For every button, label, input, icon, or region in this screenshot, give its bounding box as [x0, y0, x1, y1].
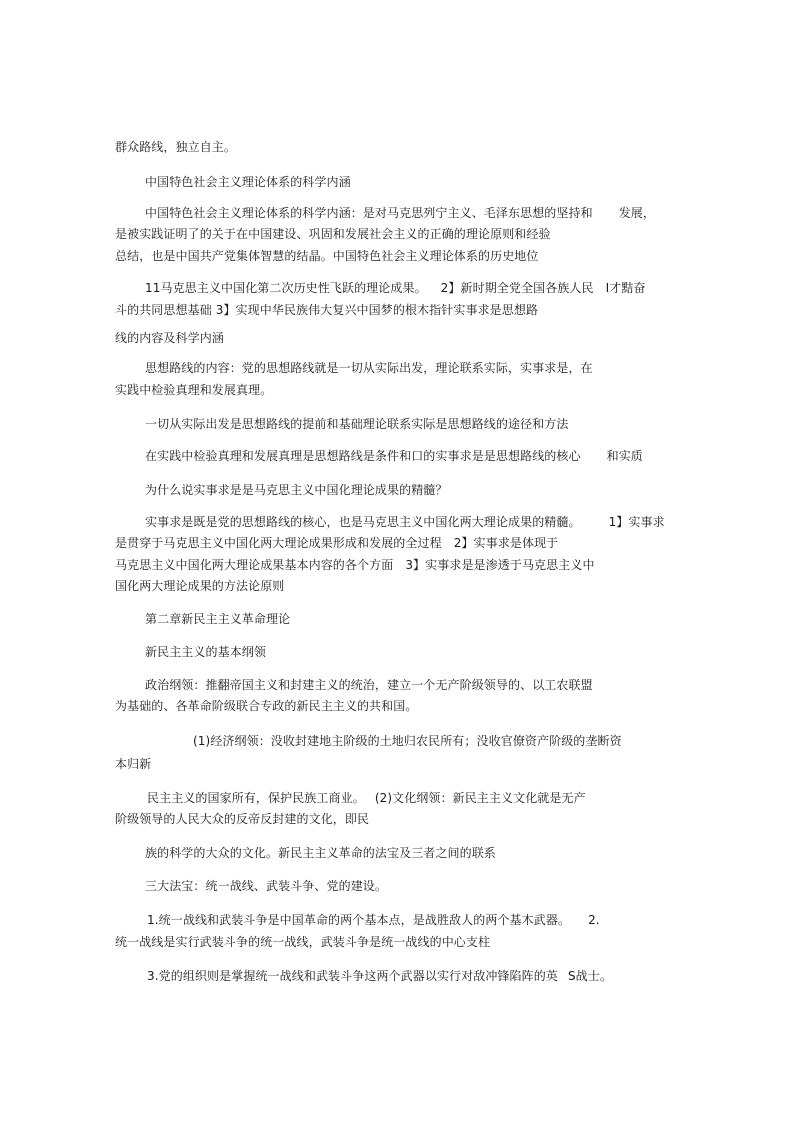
text-line: 总结，也是中国共产党集体智慧的结晶。中国特色社会主义理论体系的历史地位	[115, 249, 539, 263]
text-segment: 2】实事求是体现于	[453, 536, 559, 550]
text-line: 国化两大理论成果的方法论原则	[115, 579, 285, 593]
text-line: 阶级领导的人民大众的反帝反封建的文化，即民	[115, 812, 370, 826]
text-line	[145, 280, 646, 296]
text-segment: 3】实事求是是渗透于马克思主义中	[405, 558, 595, 572]
text-segment: 民主主义的国家所有，保护民族工商业。	[147, 791, 365, 805]
text-line: 三大法宝：统一战线、武装斗争、党的建设。	[145, 879, 388, 893]
text-line: 一切从实际出发是思想路线的提前和基础理论联系实际是思想路线的途径和方法	[145, 417, 569, 431]
text-line	[147, 912, 600, 928]
text-segment: 1.统一战线和武装斗争是中国革命的两个基本点，是战胜敌人的两个基木武器。	[147, 913, 571, 927]
text-line: 族的科学的大众的文化。新民主主义革命的法宝及三者之间的联系	[145, 846, 496, 860]
text-segment: 实事求是既是党的思想路线的核心，也是马克思主义中国化两大理论成果的精髓。	[145, 515, 581, 529]
text-line: 政治纲领：推翻帝国主义和封建主义的统治，建立一个无产阶级领导的、以工农联盟	[145, 678, 593, 692]
section-heading: 中国特色社会主义理论体系的科学内涵	[145, 175, 351, 189]
text-line: 群众路线，独立自主。	[115, 140, 237, 154]
text-line: 思想路线的内容：党的思想路线就是一切从实际出发，理论联系实际，实事求是，在	[145, 361, 593, 375]
text-segment: 3.党的组织则是掌握统一战线和武装斗争这两个武器以实行对敌冲锋陷阵的英	[147, 969, 558, 983]
text-segment: 中国特色社会主义理论体系的科学内涵：是对马克思列宁主义、毛泽东思想的坚持和	[145, 206, 593, 220]
text-segment: I才黠奋	[605, 281, 646, 295]
text-line	[147, 968, 612, 984]
text-segment: 1】实事求	[608, 515, 665, 529]
section-heading: 新民主主义的基本纲领	[145, 645, 267, 659]
text-line	[115, 535, 558, 551]
text-segment: 在实践中检验真理和发展真理是思想路线是条件和口的实事求是是思想路线的核心	[145, 449, 581, 463]
text-segment: 是贯穿于马克思主义中国化两大理论成果形成和发展的全过程	[115, 536, 442, 550]
text-line: 统一战线是实行武装斗争的统一战线，武装斗争是统一战线的中心支柱	[115, 935, 491, 949]
text-segment: 11马克思主义中国化第二次历史性飞跃的理论成果。	[145, 281, 427, 295]
text-segment: 2.	[588, 913, 600, 927]
text-line	[145, 205, 655, 221]
text-line: 是被实践证明了的关于在中国建设、巩固和发展社会主义的正确的理论原则和经验	[115, 227, 551, 241]
text-segment: 马克思主义中国化两大理论成果基本内容的各个方面	[115, 558, 394, 572]
section-heading: 线的内容及科学内涵	[115, 331, 224, 345]
text-line	[145, 448, 643, 464]
text-segment: S战士。	[567, 969, 612, 983]
text-line: 斗的共同思想基础 3】实现中华民族伟大复兴中国梦的根木指针实事求是思想路	[115, 303, 539, 317]
section-heading: 为什么说实事求是是马克思主义中国化理论成果的精髓？	[145, 483, 448, 497]
chapter-title: 第二章新民主主义革命理论	[145, 612, 291, 626]
text-line	[145, 514, 665, 530]
text-segment: 2】新时期全党全国各族人民	[440, 281, 594, 295]
text-line: 实践中检验真理和发展真理。	[115, 383, 273, 397]
text-line: 本归新	[115, 757, 152, 771]
text-line: 为基础的、各革命阶级联合专政的新民主主义的共和国。	[115, 699, 418, 713]
text-line: (1)经济纲领：没收封建地主阶级的土地归农民所有；没收官僚资产阶级的垄断资	[193, 734, 622, 748]
text-segment: 和实质	[606, 449, 643, 463]
text-segment: (2)文化纲领：新民主主义文化就是无产	[374, 791, 586, 805]
text-segment: 发展，	[618, 206, 656, 220]
text-line	[115, 557, 595, 573]
text-line	[147, 790, 586, 806]
